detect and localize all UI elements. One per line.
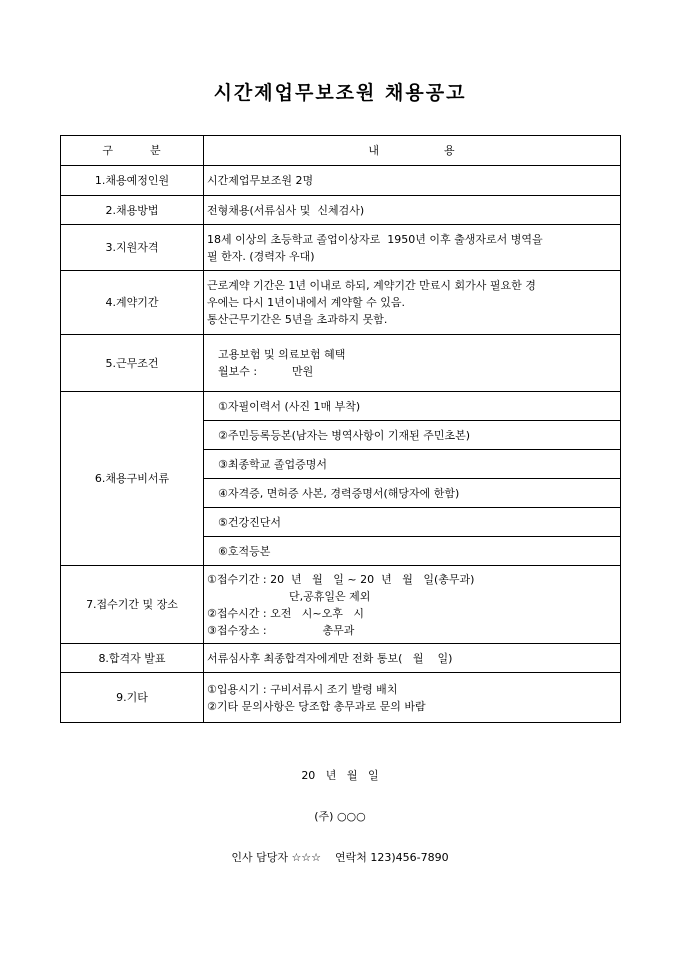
row-content-line: 우에는 다시 1년이내에서 계약할 수 있음. xyxy=(207,296,405,309)
row-content-line: 18세 이상의 초등학교 졸업이상자로 1950년 이후 출생자로서 병역을 xyxy=(207,232,543,246)
header-content-char-2: 용 xyxy=(444,144,456,157)
row-content-line: ②기타 문의사항은 당조합 총무과로 문의 바람 xyxy=(207,699,426,713)
header-content-char-1: 내 xyxy=(368,144,380,157)
row-label: 8.합격자 발표 xyxy=(61,644,204,673)
row-content-line: 고용보험 및 의료보험 혜택 xyxy=(218,348,346,361)
row-content: 서류심사후 최종합격자에게만 전화 통보( 월 일) xyxy=(207,651,453,665)
footer-contact: 인사 담당자 ☆☆☆ 연락처 123)456-7890 xyxy=(231,851,449,864)
header-category xyxy=(61,136,204,166)
row-content: 시간제업무보조원 2명 xyxy=(207,174,314,187)
footer-company: (주) ○○○ xyxy=(314,810,366,823)
table-row xyxy=(61,644,621,673)
row-content-line: 통산근무기간은 5년을 초과하지 못함. xyxy=(207,313,388,326)
table-row xyxy=(61,566,621,644)
table-header-row xyxy=(61,136,621,166)
row-content-line: ②접수시간 : 오전 시~오후 시 xyxy=(207,606,365,620)
row-label: 2.채용방법 xyxy=(61,196,204,225)
row-content-line: ①접수기간 : 20 년 월 일 ~ 20 년 월 일(총무과) xyxy=(207,572,475,586)
table-row xyxy=(61,392,621,421)
row-content-line: 필 한자. (경력자 우대) xyxy=(207,249,315,263)
table-row xyxy=(61,166,621,196)
row-label: 9.기타 xyxy=(61,673,204,723)
row-label: 7.접수기간 및 장소 xyxy=(61,566,204,644)
row-label: 1.채용예정인원 xyxy=(61,166,204,196)
row-content-line: ①입용시기 : 구비서류시 조기 발령 배치 xyxy=(207,682,398,696)
document-item: ③최종학교 졸업증명서 xyxy=(218,457,327,471)
row-content-line: 근로계약 기간은 1년 이내로 하되, 계약기간 만료시 회가사 필요한 경 xyxy=(207,279,536,292)
row-label: 4.계약기간 xyxy=(61,271,204,335)
document-item: ⑥호적등본 xyxy=(218,544,271,558)
footer-date: 20 년 월 일 xyxy=(301,769,379,782)
table-row xyxy=(61,673,621,723)
page-title: 시간제업무보조원 채용공고 xyxy=(213,82,467,104)
table-row xyxy=(61,225,621,271)
document-item: ④자격증, 면허증 사본, 경력증명서(해당자에 한함) xyxy=(218,486,460,500)
row-label: 5.근무조건 xyxy=(61,335,204,392)
document-item: ⑤건강진단서 xyxy=(218,515,281,529)
header-category-char-1: 구 xyxy=(102,144,114,157)
header-content xyxy=(204,136,621,166)
document-item: ②주민등록등본(남자는 병역사항이 기재된 주민초본) xyxy=(218,428,471,442)
recruitment-table xyxy=(60,135,621,723)
table-row xyxy=(61,196,621,225)
row-content: 전형채용(서류심사 및 신체검사) xyxy=(207,203,365,217)
row-content-line: 월보수 : 만원 xyxy=(218,365,314,378)
row-label: 6.채용구비서류 xyxy=(61,392,204,566)
row-label: 3.지원자격 xyxy=(61,225,204,271)
row-content-line: 단,공휴일은 제외 xyxy=(289,589,371,603)
header-category-char-2: 분 xyxy=(150,144,162,157)
row-content-line: ③접수장소 : 총무과 xyxy=(207,623,355,637)
table-row xyxy=(61,335,621,392)
table-row xyxy=(61,271,621,335)
document-item: ①자필이력서 (사진 1매 부착) xyxy=(218,399,361,413)
